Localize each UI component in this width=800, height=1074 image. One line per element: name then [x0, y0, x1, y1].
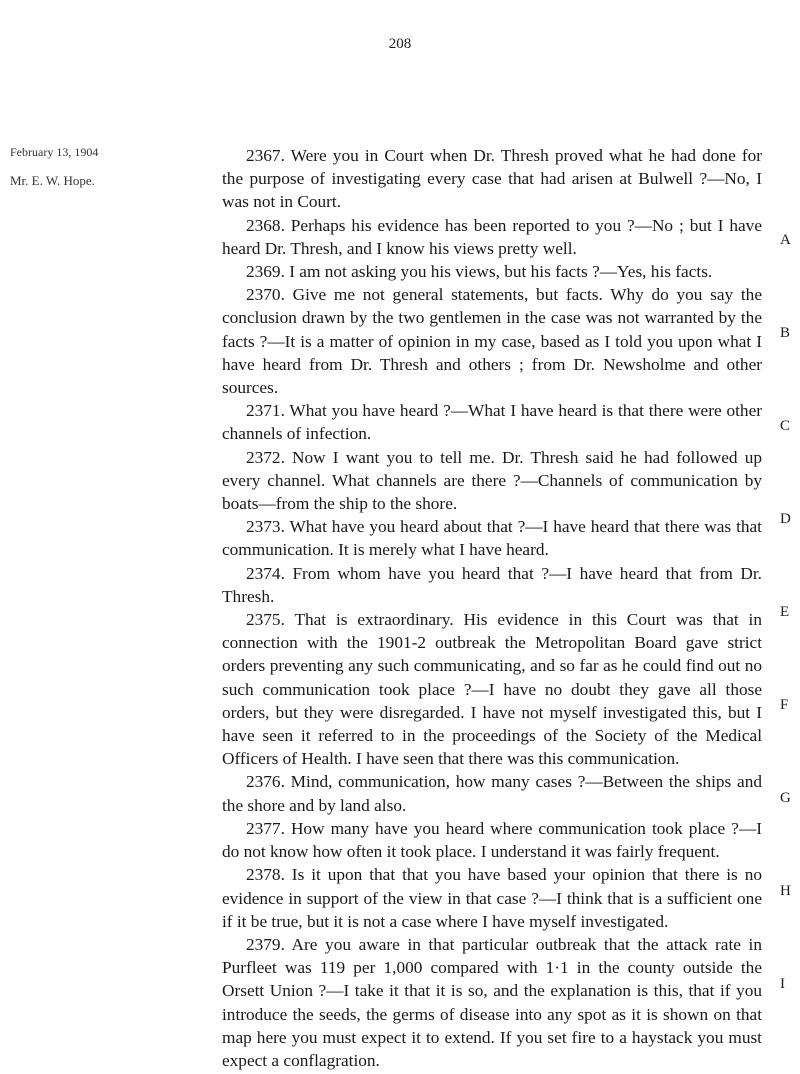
paragraph: 2370. Give me not general statements, but facts. Why do you say the conclusion drawn by the two gentlemen in the case was not warranted by the facts ?—It is a matter of opinion in my case, based as I told you upon what I have heard from Dr. Thresh and others ; from Dr. Newsholme and other sources.: [222, 285, 762, 398]
margin-witness: Mr. E. W. Hope.: [10, 173, 95, 188]
paragraph: 2377. How many have you heard where communication took place ?—I do not know how often it took place. I understand it was fairly frequent.: [222, 818, 762, 862]
testimony-text: [222, 144, 762, 1072]
paragraph: 2379. Are you aware in that particular outbreak that the attack rate in Purfleet was 119 per 1,000 compared with 1·1 in the county outside the Orsett Union ?—I take it that it is so, and the explanation is this, that if you introduce the seeds, the germs of disease into any spot as it is shown on that map here you must expect it to extend. If you set fire to a haystack you must expect a conflagration.: [222, 934, 762, 1070]
paragraph: 2376. Mind, communication, how many cases ?—Between the ships and the shore and by land also.: [222, 772, 762, 815]
paragraph: 2369. I am not asking you his views, but his facts ?—Yes, his facts.: [246, 262, 713, 282]
paragraph: 2378. Is it upon that that you have based your opinion that there is no evidence in support of the view in that case ?—I think that is a sufficient one if it be true, but it is not a case where I have myself investigated.: [222, 865, 762, 931]
paragraph: 2372. Now I want you to tell me. Dr. Thresh said he had followed up every channel. What channels are there ?—Channels of communication by boats—from the ship to the shore.: [222, 447, 762, 514]
paragraph: 2375. That is extraordinary. His evidence in this Court was that in connection with the 1901-2 outbreak the Metropolitan Board gave strict orders preventing any such communicating, and so far as he could find out no such communication took place ?—I have no doubt they gave all those orders, but they were disregarded. I have not myself investigated this, but I have seen it referred to in the proceedings of the Society of the Medical Officers of Health. I have seen that there was this communication.: [222, 610, 762, 769]
section-letter: B: [780, 325, 791, 341]
paragraph: 2373. What have you heard about that ?—I have heard that there was that communication. It is merely what I have heard.: [222, 517, 762, 560]
section-letter: D: [780, 511, 791, 527]
section-letter: C: [780, 418, 791, 434]
page-number: 208: [388, 36, 412, 52]
paragraph: 2374. From whom have you heard that ?—I have heard that from Dr. Thresh.: [222, 563, 762, 606]
section-letter: E: [780, 604, 790, 620]
section-letter: G: [780, 790, 791, 806]
paragraph: 2367. Were you in Court when Dr. Thresh proved what he had done for the purpose of investigating every case that had arisen at Bulwell ?—No, I was not in Court.: [222, 146, 762, 212]
margin-date: February 13, 1904: [10, 145, 99, 159]
section-letter: I: [780, 976, 785, 992]
section-letter: H: [780, 883, 791, 899]
paragraph: 2368. Perhaps his evidence has been reported to you ?—No ; but I have heard Dr. Thresh, and I know his views pretty well.: [222, 215, 762, 258]
section-letter: F: [780, 697, 789, 713]
section-letter: A: [780, 232, 791, 248]
paragraph: 2371. What you have heard ?—What I have heard is that there were other channels of infection.: [222, 401, 762, 444]
